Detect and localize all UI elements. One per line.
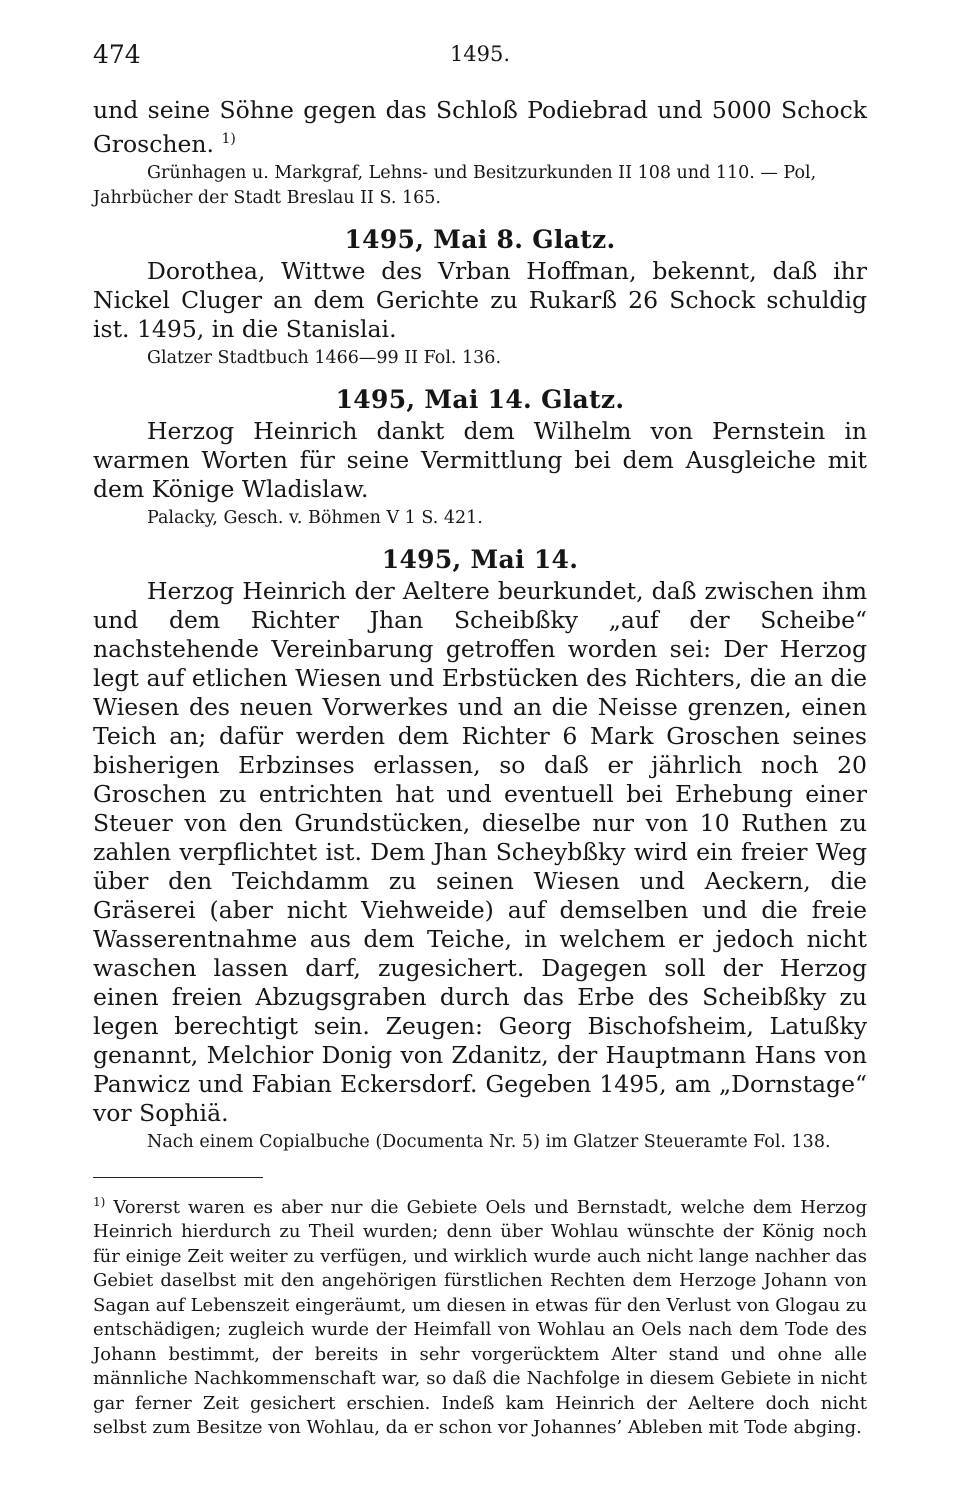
entry-heading: 1495, Mai 14. xyxy=(381,544,579,574)
source-citation: Nach einem Copialbuche (Documenta Nr. 5) im Glatzer Steueramte Fol. 138. xyxy=(147,1131,831,1152)
source-citation: Glatzer Stadtbuch 1466—99 II Fol. 136. xyxy=(147,347,502,368)
running-head xyxy=(93,40,867,70)
page-content xyxy=(93,96,867,1441)
entry-text: Herzog Heinrich dankt dem Wilhelm von Pernstein in warmen Worten für seine Vermittlung bei dem Ausgleiche mit dem Könige Wladislaw. xyxy=(93,416,867,503)
footnote-text: Vorerst waren es aber nur die Gebiete Oels und Bernstadt, welche dem Herzog Heinrich hierdurch zu Theil wurden; denn über Wohlau wünschte der König noch für einige Zeit weiter zu verfügen, und wirklich wurde auch nicht lange nachher das Gebiet daselbst mit den angehörigen fürstlichen Rechten dem Herzoge Johann von Sagan auf Lebenszeit eingeräumt, um diesen in etwas für den Verlust von Glogau zu entschädigen; zugleich wurde der Heimfall von Wohlau an Oels nach dem Tode des Johann bestimmt, der bereits in sehr vorgerücktem Alter stand und ohne alle männliche Nachkommenschaft war, so daß die Nachfolge in diesem Gebiete in nicht gar ferner Zeit gesichert erschien. Indeß kam Heinrich der Aeltere doch nicht selbst zum Besitze von Wohlau, da er schon vor Johannes’ Ableben mit Tode abging. xyxy=(93,1196,867,1439)
footnote-divider xyxy=(93,1177,263,1178)
entry-heading: 1495, Mai 8. Glatz. xyxy=(344,224,616,254)
source-citation: Palacky, Gesch. v. Böhmen V 1 S. 421. xyxy=(147,507,483,528)
source-citation: Grünhagen u. Markgraf, Lehns- und Besitzurkunden II 108 und 110. — Pol, Jahrbücher der Stadt Breslau II S. 165. xyxy=(93,162,817,208)
entry-heading: 1495, Mai 14. Glatz. xyxy=(335,384,625,414)
running-head-year: 1495. xyxy=(449,42,511,66)
continued-paragraph xyxy=(93,96,867,159)
footnote-mark: 1) xyxy=(93,1194,106,1209)
page-number: 474 xyxy=(93,40,141,69)
entry-text: Herzog Heinrich der Aeltere beurkundet, daß zwischen ihm und dem Richter Jhan Scheibßky „auf der Scheibe“ nachstehende Vereinbarung getroffen worden sei: Der Herzog legt auf etlichen Wiesen und Erbstücken des Richters, die an die Wiesen des neuen Vorwerkes und an die Neisse grenzen, einen Teich an; dafür werden dem Richter 6 Mark Groschen seines bisherigen Erbzinses erlassen, so daß er jährlich noch 20 Groschen zu entrichten hat und eventuell bei Erhebung einer Steuer von den Grundstücken, dieselbe nur von 10 Ruthen zu zahlen verpflichtet ist. Dem Jhan Scheybßky wird ein freier Weg über den Teichdamm zu seinen Wiesen und Aeckern, die Gräserei (aber nicht Viehweide) auf demselben und die freie Wasserentnahme aus dem Teiche, in welchem er jedoch nicht waschen lassen darf, zugesichert. Dagegen soll der Herzog einen freien Abzugsgraben durch das Erbe des Scheibßky zu legen berechtigt sein. Zeugen: Georg Bischofsheim, Latußky genannt, Melchior Donig von Zdanitz, der Hauptmann Hans von Panwicz und Fabian Eckersdorf. Gegeben 1495, am „Dornstage“ vor Sophiä. xyxy=(93,576,867,1127)
entry-text: Dorothea, Wittwe des Vrban Hoffman, bekennt, daß ihr Nickel Cluger an dem Gerichte zu Rukarß 26 Schock schuldig ist. 1495, in die Stanislai. xyxy=(93,256,867,343)
footnote-reference: 1) xyxy=(221,131,236,147)
continued-text: und seine Söhne gegen das Schloß Podiebrad und 5000 Schock Groschen. xyxy=(93,96,867,158)
footnote xyxy=(93,1190,867,1441)
